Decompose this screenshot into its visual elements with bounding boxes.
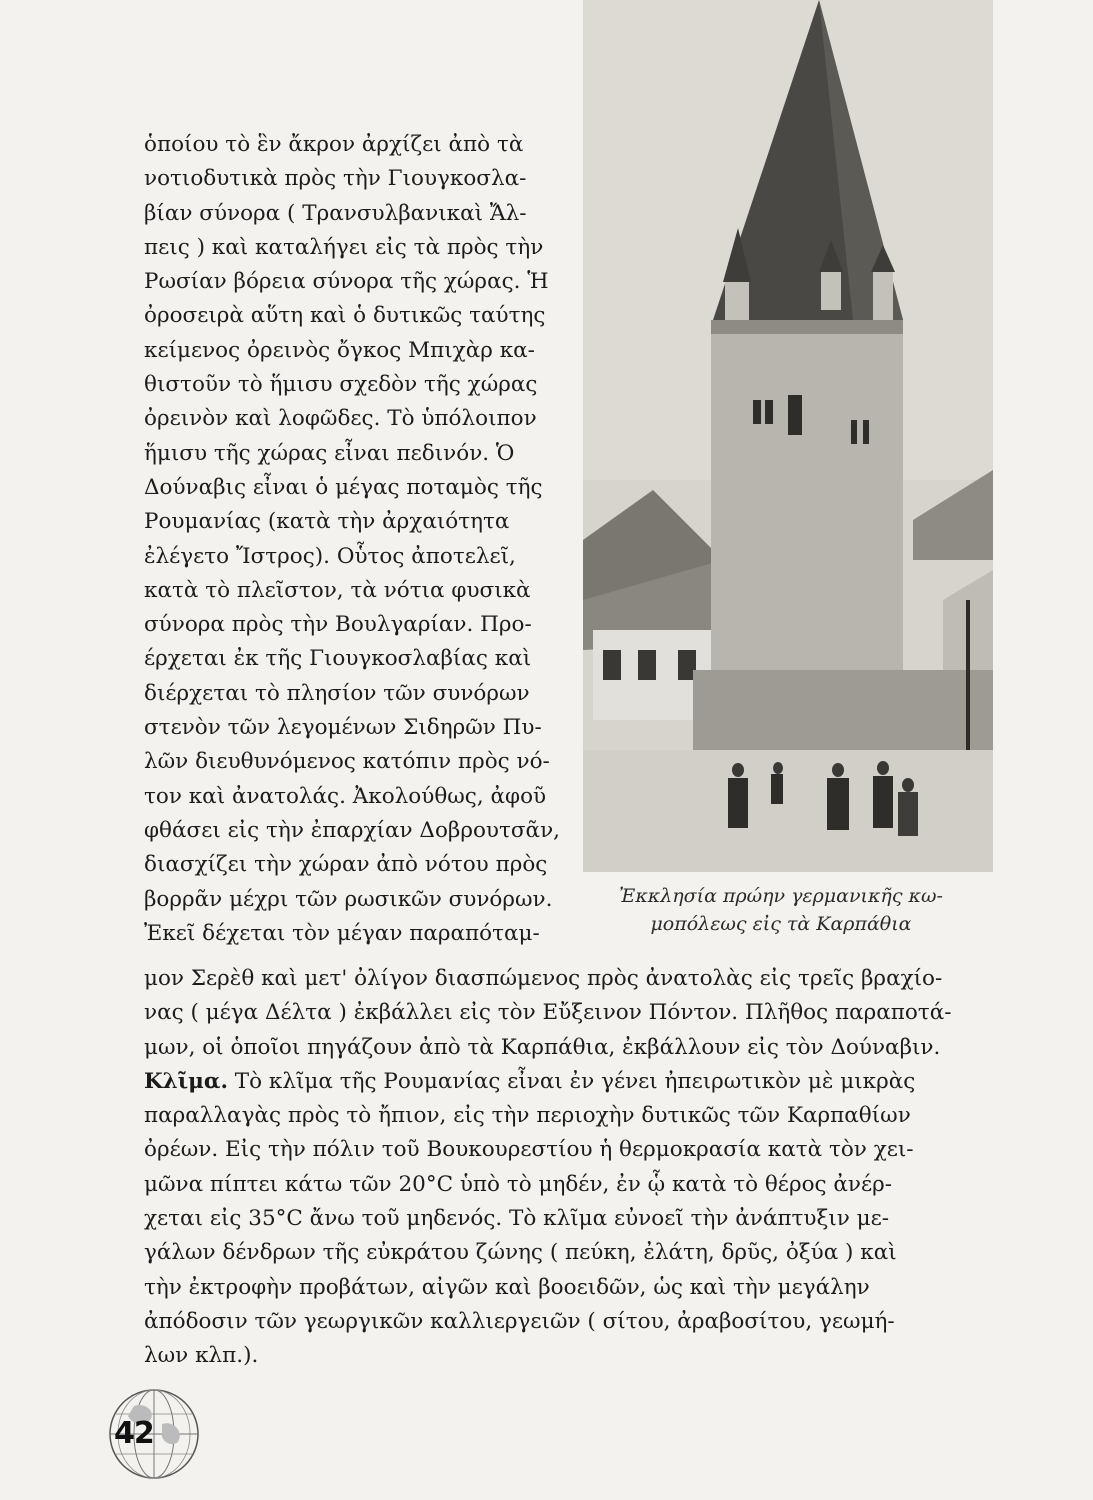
text-line: βορρᾶν μέχρι τῶν ρωσικῶν συνόρων. — [144, 886, 553, 912]
church-illustration — [583, 0, 993, 872]
text-line: τὴν ἐκτροφὴν προβάτων, αἰγῶν καὶ βοοειδῶν, ὡς καὶ τὴν μεγάλην — [144, 1274, 870, 1300]
text-line: χεται εἰς 35°C ἄνω τοῦ μηδενός. Τὸ κλῖμα εὐνοεῖ τὴν ἀνάπτυξιν με- — [144, 1206, 890, 1232]
text-line: βίαν σύνορα ( Τρανσυλβανικαὶ Ἄλ- — [144, 200, 527, 226]
text-line: νοτιοδυτικὰ πρὸς τὴν Γιουγκοσλα- — [144, 166, 527, 192]
text-line: μων, οἱ ὁποῖοι πηγάζουν ἀπὸ τὰ Καρπάθια, ἐκβάλλουν εἰς τὸν Δούναβιν. — [144, 1034, 941, 1060]
climate-first-line — [144, 1065, 962, 1099]
text-line: ἀπόδοσιν τῶν γεωργικῶν καλλιεργειῶν ( σίτου, ἀραβοσίτου, γεωμή- — [144, 1308, 895, 1334]
text-line: διασχίζει τὴν χώραν ἀπὸ νότου πρὸς — [144, 852, 548, 878]
text-line: μῶνα πίπτει κάτω τῶν 20°C ὑπὸ τὸ μηδέν, ἐν ᾧ κατὰ τὸ θέρος ἀνέρ- — [144, 1171, 893, 1197]
text-line: ἥμισυ τῆς χώρας εἶναι πεδινόν. Ὁ — [144, 440, 515, 466]
text-line: παραλλαγὰς πρὸς τὸ ἤπιον, εἰς τὴν περιοχὴν δυτικῶς τῶν Καρπαθίων — [144, 1103, 911, 1129]
text-line: ἐλέγετο Ἴστρος). Οὗτος ἀποτελεῖ, — [144, 543, 516, 569]
caption-line: μοπόλεως εἰς τὰ Καρπάθια — [650, 913, 912, 935]
text-line: Δούναβις εἶναι ὁ μέγας ποταμὸς τῆς — [144, 474, 543, 500]
column-text — [144, 128, 572, 951]
text-line: ὁποίου τὸ ἓν ἄκρον ἀρχίζει ἀπὸ τὰ — [144, 132, 524, 157]
climate-heading: Κλῖμα. — [144, 1068, 228, 1094]
text-line: ὀροσειρὰ αὕτη καὶ ὁ δυτικῶς ταύτης — [144, 303, 546, 329]
text-line: πεις ) καὶ καταλήγει εἰς τὰ πρὸς τὴν — [144, 234, 544, 260]
text-line: λων κλπ.). — [144, 1343, 259, 1369]
text-line: Ἐκεῖ δέχεται τὸν μέγαν παραπόταμ- — [144, 920, 540, 946]
text-line: Ρωσίαν βόρεια σύνορα τῆς χώρας. Ἡ — [144, 269, 549, 295]
text-line: ὀρεινὸν καὶ λοφῶδες. Τὸ ὑπόλοιπον — [144, 406, 537, 432]
text-line: φθάσει εἰς τὴν ἐπαρχίαν Δοβρουτσᾶν, — [144, 817, 560, 843]
text-line: λῶν διευθυνόμενος κατόπιν πρὸς νό- — [144, 749, 550, 775]
page-number: 42 — [114, 1416, 154, 1451]
text-line: θιστοῦν τὸ ἥμισυ σχεδὸν τῆς χώρας — [144, 372, 538, 398]
church-photo — [583, 0, 993, 872]
photo-caption — [596, 882, 966, 938]
text-line: ὀρέων. Εἰς τὴν πόλιν τοῦ Βουκουρεστίου ἡ θερμοκρασία κατὰ τὸν χει- — [144, 1137, 914, 1163]
text-line: τον καὶ ἀνατολάς. Ἀκολούθως, ἀφοῦ — [144, 783, 547, 809]
text-line: κείμενος ὀρεινὸς ὄγκος Μπιχὰρ κα- — [144, 337, 535, 363]
caption-line: Ἐκκλησία πρώην γερμανικῆς κω- — [619, 885, 943, 907]
text-line: Ρουμανίας (κατὰ τὴν ἀρχαιότητα — [144, 509, 510, 535]
text-line: κατὰ τὸ πλεῖστον, τὰ νότια φυσικὰ — [144, 577, 531, 603]
text-line: διέρχεται τὸ πλησίον τῶν συνόρων — [144, 680, 530, 706]
full-width-text — [144, 962, 962, 1374]
text-line: στενὸν τῶν λεγομένων Σιδηρῶν Πυ- — [144, 715, 542, 741]
text-line: έρχεται ἐκ τῆς Γιουγκοσλαβίας καὶ — [144, 646, 532, 672]
text-line: γάλων δένδρων τῆς εὐκράτου ζώνης ( πεύκη, ἐλάτη, δρῦς, ὀξύα ) καὶ — [144, 1240, 897, 1266]
text-line: νας ( μέγα Δέλτα ) ἐκβάλλει εἰς τὸν Εὔξεινον Πόντον. Πλῆθος παραποτά- — [144, 1000, 952, 1026]
text-line: μον Σερὲθ καὶ μετ' ὀλίγον διασπώμενος πρὸς ἀνατολὰς εἰς τρεῖς βραχίο- — [144, 966, 943, 991]
text-line: σύνορα πρὸς τὴν Βουλγαρίαν. Προ- — [144, 612, 532, 638]
climate-first-line-rest: Τὸ κλῖμα τῆς Ρουμανίας εἶναι ἐν γένει ἠπειρωτικὸν μὲ μικρὰς — [227, 1068, 916, 1094]
